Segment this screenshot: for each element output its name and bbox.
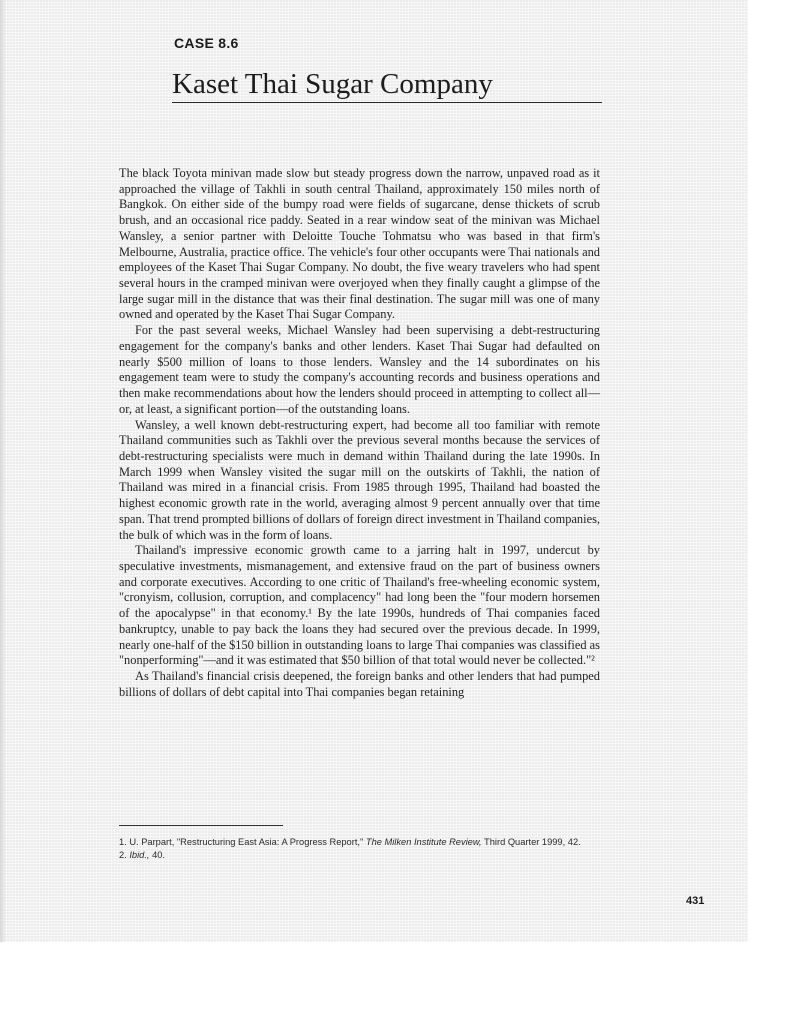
article-body <box>119 166 600 700</box>
footnote-1-journal: The Milken Institute Review, <box>365 837 482 847</box>
page-number: 431 <box>686 895 705 907</box>
body-paragraph-2: For the past several weeks, Michael Wansley had been supervising a debt-restructuring engagement for the company's banks and other lenders. Kaset Thai Sugar had defaulted on nearly $500 million of loans to those lenders. Wansley and the 14 subordinates on his engagement team were to study the company's accounting records and business operations and then make recommendations about how the lenders should proceed in attempting to collect all—or, at least, a significant portion—of the outstanding loans. <box>119 323 600 416</box>
body-paragraph-1: The black Toyota minivan made slow but steady progress down the narrow, unpaved road as it approached the village of Takhli in south central Thailand, approximately 150 miles north of Bangkok. On either side of the bumpy road were fields of sugarcane, dense thickets of scrub brush, and an occasional rice paddy. Seated in a rear window seat of the minivan was Michael Wansley, a senior partner with Deloitte Touche Tohmatsu who was based in that firm's Melbourne, Australia, practice office. The vehicle's four other occupants were Thai nationals and employees of the Kaset Thai Sugar Company. No doubt, the five weary travelers who had spent several hours in the cramped minivan were overjoyed when they finally caught a glimpse of the large sugar mill in the distance that was their final destination. The sugar mill was one of many owned and operated by the Kaset Thai Sugar Company. <box>119 166 600 322</box>
footnote-2-tail: 40. <box>149 850 166 860</box>
body-paragraph-5: As Thailand's financial crisis deepened, the foreign banks and other lenders that had pumped billions of dollars of debt capital into Thai companies began retaining <box>119 669 600 699</box>
footnote-1 <box>119 836 600 849</box>
page-title: Kaset Thai Sugar Company <box>172 67 602 103</box>
body-paragraph-3: Wansley, a well known debt-restructuring expert, had become all too familiar with remote Thailand communities such as Takhli over the previous several months because the services of debt-restructuring specialists were much in demand within Thailand during the late 1990s. In March 1999 when Wansley visited the sugar mill on the outskirts of Takhli, the nation of Thailand was mired in a financial crisis. From 1985 through 1995, Thailand had boasted the highest economic growth rate in the world, averaging almost 9 percent annually over that time span. That trend prompted billions of dollars of foreign direct investment in Thailand companies, the bulk of which was in the form of loans. <box>119 417 600 542</box>
body-paragraph-4: Thailand's impressive economic growth came to a jarring halt in 1997, undercut by speculative investments, mismanagement, and extensive fraud on the part of business owners and corporate executives. According to one critic of Thailand's free-wheeling economic system, "cronyism, collusion, corruption, and complacency" had long been the "four modern horsemen of the apocalypse" in that economy.¹ By the late 1990s, hundreds of Thai companies faced bankruptcy, unable to pay back the loans they had secured over the previous decade. In 1999, nearly one-half of the $150 billion in outstanding loans to large Thai companies was classified as "nonperforming"—and it was estimated that $50 billion of that total would never be collected."² <box>119 543 600 668</box>
footnote-2-ibid: Ibid., <box>129 850 150 860</box>
page-edge-shadow <box>0 0 6 942</box>
footnote-1-tail: Third Quarter 1999, 42. <box>481 837 581 847</box>
footnote-2 <box>119 849 600 862</box>
case-label: CASE 8.6 <box>174 35 239 51</box>
footnote-2-prefix: 2. <box>119 850 130 860</box>
footnote-divider <box>119 825 283 826</box>
footnotes <box>119 836 600 862</box>
footnote-1-text: 1. U. Parpart, "Restructuring East Asia: A Progress Report," <box>119 837 366 847</box>
